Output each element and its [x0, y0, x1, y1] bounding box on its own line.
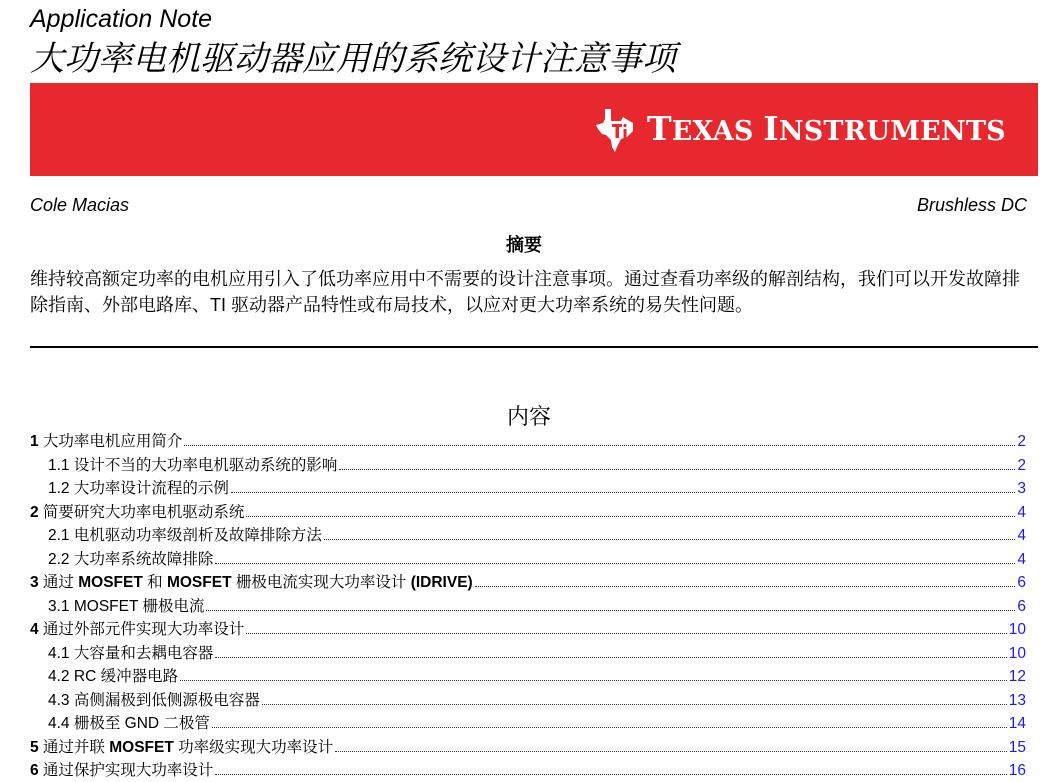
toc-entry-number: 5	[30, 738, 39, 756]
toc-entry[interactable]	[30, 594, 1026, 618]
toc-entry-text: 通过保护实现大功率设计	[38, 762, 214, 779]
toc-entry-label[interactable]	[48, 453, 337, 475]
toc-entry[interactable]	[30, 617, 1026, 641]
toc-entry-number: 4	[30, 621, 39, 638]
toc-entry-text: 简要研究大功率电机驱动系统	[38, 503, 245, 521]
toc-entry[interactable]	[30, 453, 1026, 477]
toc-dot-leader	[246, 516, 1015, 517]
toc-entry-number: 2.1	[48, 527, 70, 544]
doc-type-label: Application Note	[30, 5, 213, 33]
toc-entry-text: 电机驱动功率级剖析及故障排除方法	[69, 527, 322, 544]
toc-entry-number: 4.4	[48, 715, 70, 732]
toc-page-link[interactable]: 3	[1017, 480, 1026, 497]
toc-page-link[interactable]: 6	[1017, 597, 1026, 615]
abstract-heading: 摘要	[506, 235, 542, 255]
toc-page-link[interactable]: 4	[1017, 503, 1026, 521]
toc-entry-label[interactable]	[30, 758, 213, 780]
toc-entry[interactable]	[30, 758, 1026, 782]
toc-entry-label[interactable]	[30, 570, 473, 592]
toc-entry-number: 1	[30, 433, 39, 450]
toc-entry-text: 通过 MOSFET 和 MOSFET 栅极电流实现大功率设计 (IDRIVE)	[38, 574, 473, 591]
toc-entry-text: 通过并联 MOSFET 功率级实现大功率设计	[38, 738, 334, 756]
toc-entry-number: 2.2	[48, 550, 70, 568]
toc-page-link[interactable]: 6	[1017, 574, 1026, 591]
toc-dot-leader	[475, 586, 1016, 587]
toc-entry-number: 4.2	[48, 668, 70, 685]
document-title: 大功率电机驱动器应用的系统设计注意事项	[30, 40, 676, 78]
ti-logo	[595, 107, 1006, 153]
ti-texas-map-icon	[595, 107, 635, 153]
category-label: Brushless DC	[916, 195, 1027, 215]
toc-entry-number: 4.3	[48, 691, 70, 709]
toc-entry[interactable]	[30, 429, 1026, 453]
toc-page-link[interactable]: 2	[1017, 433, 1026, 450]
toc-entry-text: MOSFET 栅极电流	[69, 597, 205, 615]
toc-entry-number: 6	[30, 762, 39, 779]
toc-dot-leader	[215, 657, 1006, 658]
toc-entry-number: 4.1	[48, 644, 70, 662]
toc-dot-leader	[335, 751, 1007, 752]
author-name: Cole Macias	[30, 195, 130, 215]
toc-entry-label[interactable]	[48, 688, 260, 710]
header-banner	[30, 83, 1038, 176]
toc-page-link[interactable]: 4	[1017, 527, 1026, 544]
toc-entry[interactable]	[30, 500, 1026, 524]
toc-entry[interactable]	[30, 641, 1026, 665]
toc-entry-number: 3.1	[48, 597, 70, 615]
toc-entry-text: 大功率系统故障排除	[69, 550, 214, 568]
toc-entry[interactable]	[30, 523, 1026, 547]
toc-heading: 内容	[506, 404, 551, 429]
toc-entry[interactable]	[30, 547, 1026, 571]
toc-page-link[interactable]: 10	[1008, 621, 1026, 638]
toc-entry-label[interactable]	[48, 523, 322, 545]
table-of-contents	[30, 429, 1026, 782]
toc-page-link[interactable]: 12	[1008, 668, 1026, 685]
toc-entry-label[interactable]	[48, 711, 210, 733]
toc-entry-number: 1.1	[48, 456, 70, 474]
toc-entry-text: 通过外部元件实现大功率设计	[38, 621, 245, 638]
toc-page-link[interactable]: 10	[1008, 644, 1026, 662]
toc-page-link[interactable]: 16	[1008, 762, 1026, 779]
toc-entry-number: 2	[30, 503, 39, 521]
toc-entry[interactable]	[30, 735, 1026, 759]
toc-entry-label[interactable]	[30, 429, 182, 451]
toc-entry-label[interactable]	[48, 547, 213, 569]
toc-entry-label[interactable]	[48, 664, 178, 686]
toc-dot-leader	[324, 539, 1016, 540]
toc-dot-leader	[215, 774, 1006, 775]
toc-entry-label[interactable]	[48, 594, 204, 616]
toc-dot-leader	[184, 445, 1015, 446]
toc-dot-leader	[180, 680, 1007, 681]
toc-entry[interactable]	[30, 476, 1026, 500]
toc-dot-leader	[215, 563, 1015, 564]
toc-entry-label[interactable]	[30, 500, 244, 522]
toc-entry-text: 设计不当的大功率电机驱动系统的影响	[69, 456, 338, 474]
ti-wordmark: TEXAS INSTRUMENTS	[647, 108, 1006, 148]
toc-page-link[interactable]: 4	[1017, 550, 1026, 568]
toc-entry-text: 大功率电机应用简介	[38, 433, 183, 450]
toc-dot-leader	[231, 492, 1016, 493]
toc-entry[interactable]	[30, 711, 1026, 735]
toc-entry-text: 大功率设计流程的示例	[69, 480, 229, 497]
toc-entry[interactable]	[30, 570, 1026, 594]
section-divider	[30, 346, 1038, 348]
abstract-text: 维持较高额定功率的电机应用引入了低功率应用中不需要的设计注意事项。通过查看功率级的解剖结构，我们可以开发故障排除指南、外部电路库、TI 驱动器产品特性或布局技术，以应对更大功率系统的易失性问题。	[30, 269, 1020, 315]
toc-entry-label[interactable]	[48, 641, 213, 663]
toc-page-link[interactable]: 13	[1008, 691, 1026, 709]
toc-entry-text: 大容量和去耦电容器	[69, 644, 214, 662]
toc-entry-number: 3	[30, 574, 39, 591]
toc-page-link[interactable]: 14	[1008, 715, 1026, 732]
toc-dot-leader	[206, 610, 1015, 611]
toc-entry[interactable]	[30, 664, 1026, 688]
toc-entry-label[interactable]	[30, 735, 333, 757]
toc-page-link[interactable]: 15	[1008, 738, 1026, 756]
toc-dot-leader	[262, 704, 1007, 705]
toc-entry-label[interactable]	[48, 476, 229, 498]
toc-entry-text: 高侧漏极到低侧源极电容器	[69, 691, 260, 709]
toc-page-link[interactable]: 2	[1017, 456, 1026, 474]
toc-entry-text: RC 缓冲器电路	[69, 668, 179, 685]
toc-entry-label[interactable]	[30, 617, 244, 639]
toc-entry-number: 1.2	[48, 480, 70, 497]
toc-entry-text: 栅极至 GND 二极管	[69, 715, 210, 732]
toc-dot-leader	[246, 633, 1006, 634]
toc-dot-leader	[339, 469, 1015, 470]
toc-dot-leader	[212, 727, 1007, 728]
toc-entry[interactable]	[30, 688, 1026, 712]
